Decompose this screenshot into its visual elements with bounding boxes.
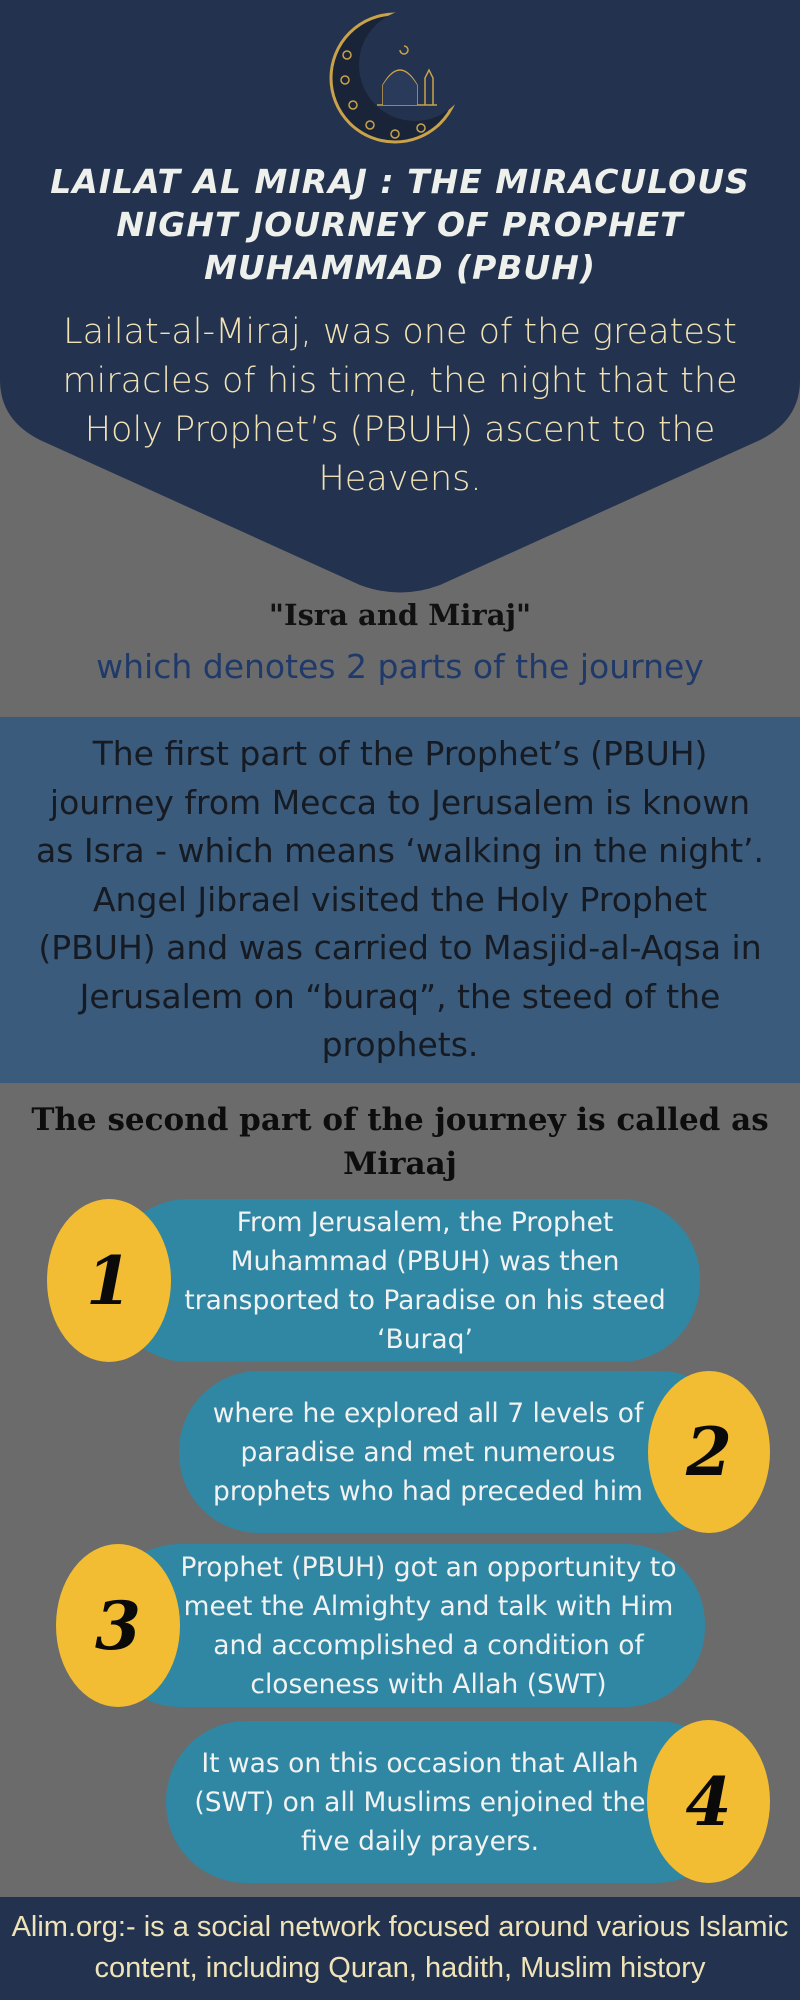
page-title: LAILAT AL MIRAJ : THE MIRACULOUS NIGHT JOURNEY OF PROPHET MUHAMMAD (PBUH) (50, 162, 750, 287)
step-3-number: 3 (95, 1586, 141, 1665)
step-1-number: 1 (86, 1241, 132, 1320)
second-part-heading: The second part of the journey is called as Miraaj (31, 1102, 769, 1182)
step-1-badge (47, 1199, 171, 1362)
isra-miraj-heading: "Isra and Miraj" (268, 598, 532, 632)
step-1-pill (108, 1199, 700, 1362)
first-part-text: The first part of the Prophet’s (PBUH) journey from Mecca to Jerusalem is known as Isra - which means ‘walking in the night’. Angel Jibrael visited the Holy Prophet (PBUH) and was carried to Masjid-al-Aqsa in Jerusalem on “buraq”, the steed of the prophets. (36, 734, 764, 1064)
step-4-text: It was on this occasion that Allah (SWT) on all Muslims enjoined the five daily prayers. (194, 1747, 646, 1857)
step-3-text: Prophet (PBUH) got an opportunity to meet the Almighty and talk with Him and accomplished a condition of closeness with Allah (SWT) (180, 1551, 677, 1700)
footer (0, 1897, 800, 2000)
crescent-moon-mosque-icon (325, 10, 470, 145)
step-3-pill (100, 1544, 705, 1707)
intro-text: Lailat-al-Miraj, was one of the greatest miracles of his time, the night that the Holy Prophet’s (PBUH) ascent to the Heavens. (62, 312, 738, 499)
step-4-number: 4 (685, 1762, 732, 1841)
isra-miraj-subheading: which denotes 2 parts of the journey (96, 647, 704, 686)
step-2-badge (648, 1371, 770, 1533)
step-1-text: From Jerusalem, the Prophet Muhammad (PBUH) was then transported to Paradise on his steed ‘Buraq’ (184, 1206, 666, 1355)
step-2-number: 2 (686, 1413, 732, 1491)
step-3-badge (56, 1544, 180, 1707)
step-2-text: where he explored all 7 levels of paradise and met numerous prophets who had preceded him (212, 1397, 644, 1507)
footer-text: Alim.org:- is a social network focused around various Islamic content, including Quran, hadith, Muslim history (11, 1911, 789, 1984)
step-4-badge (647, 1720, 770, 1883)
